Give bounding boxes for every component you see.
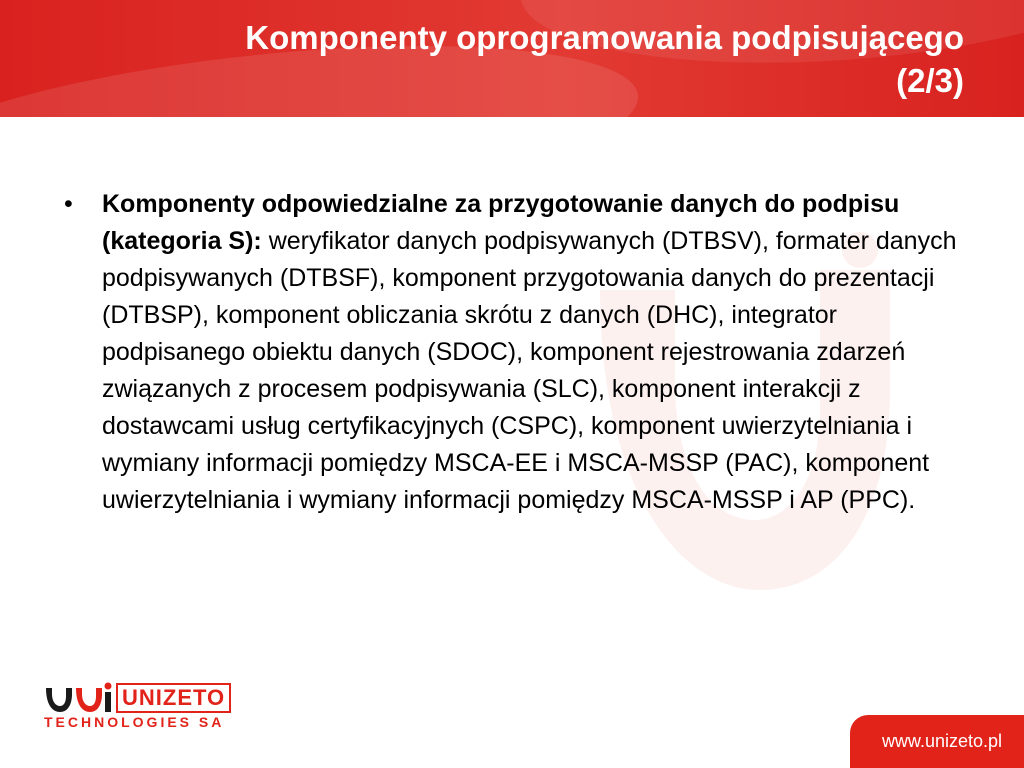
slide-header [0,0,1024,117]
slide-content [64,186,964,519]
bullet-item [64,186,964,519]
footer-tab [850,715,1024,768]
bullet-body-text: weryfikator danych podpisywanych (DTBSV), formater danych podpisywanych (DTBSF), komponent przygotowania danych do prezentacji (DTBSP), komponent obliczania skrótu z danych (DHC), integrator podpisanego obiektu danych (SDOC), komponent rejestrowania zdarzeń związanych z procesem podpisywania (SLC), komponent interakcji z dostawcami usług certyfikacyjnych (CSPC), komponent uwierzytelniania i wymiany informacji pomiędzy MSCA-EE i MSCA-MSSP (PAC), komponent uwierzytelniania i wymiany informacji pomiędzy MSCA-MSSP i AP (PPC). [102,227,957,514]
slide-title [64,16,964,102]
slide-title-line1: Komponenty oprogramowania podpisującego [245,19,964,56]
logo-brand-text: UNIZETO [116,683,231,713]
unizeto-logo [42,674,282,734]
logo-subtitle: TECHNOLOGIES SA [44,714,225,730]
slide-title-line2: (2/3) [896,62,964,99]
bullet-icon: • [64,190,73,218]
bullet-bold-text: Komponenty odpowiedzialne za przygotowanie danych do podpisu (kategoria S): [102,190,900,255]
bullet-text [102,186,964,519]
logo-brand-row [42,682,231,714]
unizeto-mark-icon [42,682,116,714]
footer-url-link[interactable]: www.unizeto.pl [881,731,1002,751]
